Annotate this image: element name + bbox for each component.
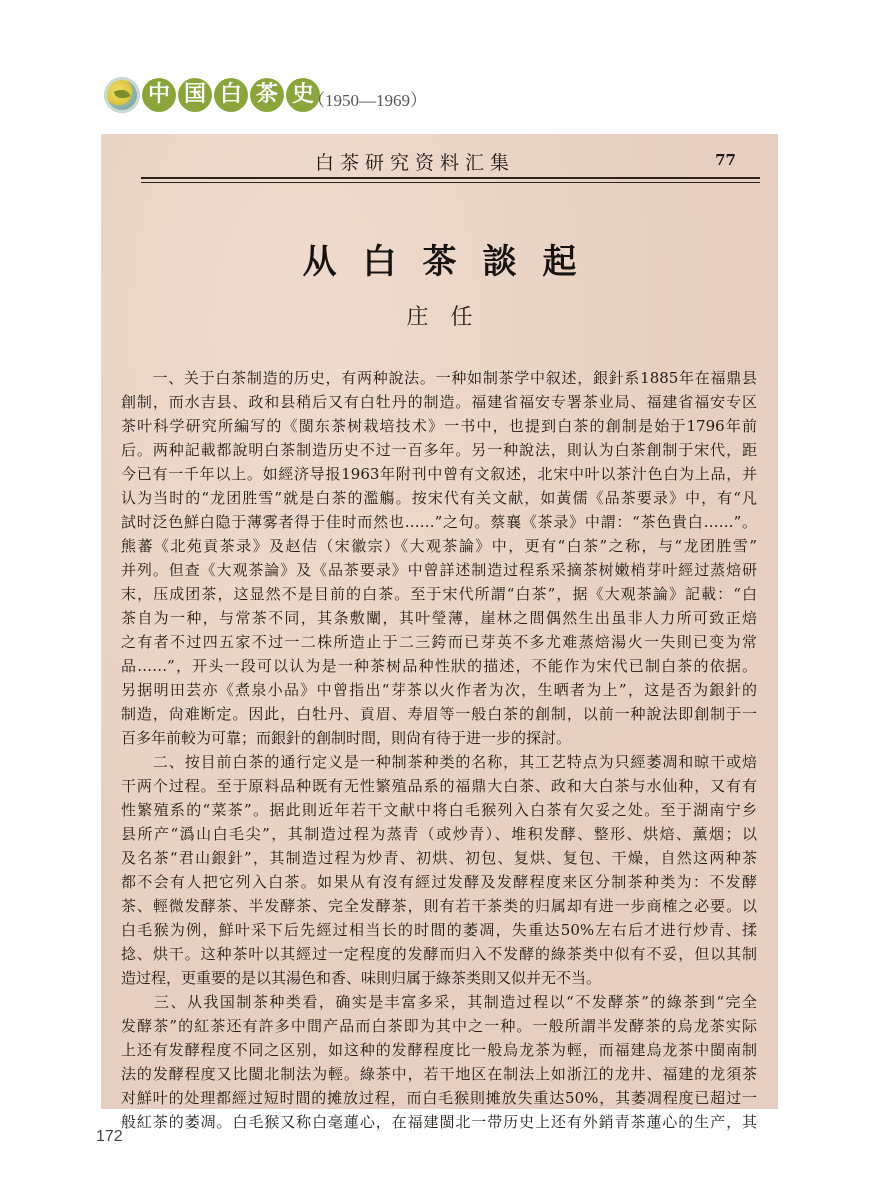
book-title-char: 茶	[250, 78, 284, 112]
book-title-char: 国	[178, 78, 212, 112]
body-line: 茶自为一种，与常茶不同，其条敷闡，其叶瑩薄，崖林之間偶然生出虽非人力所可致正焙	[121, 609, 757, 627]
book-title-char: 中	[142, 78, 176, 112]
body-line: 后。两种記載都說明白茶制造历史不过一百多年。另一种說法，則认为白茶創制于宋代，距	[121, 441, 757, 459]
body-line: 三、从我国制茶种类看，确实是丰富多采，其制造过程以“不发酵茶”的綠茶到“完全	[121, 993, 757, 1011]
body-line: 并列。但查《大观茶論》及《品茶要录》中曾詳述制造过程系采摘茶树嫩梢芽叶經过蒸焙研	[121, 561, 757, 579]
body-line: 般紅茶的萎凋。白毛猴又称白毫蓮心，在福建閩北一带历史上还有外銷青茶蓮心的生产，其	[121, 1113, 757, 1131]
book-title-years: （1950—1969）	[308, 91, 427, 110]
header-rule	[141, 177, 760, 179]
header-rule-thin	[141, 182, 760, 183]
body-line: 熊蕃《北苑貢茶录》及赵佶（宋徽宗）《大观茶論》中，更有“白茶”之称，与“龙团胜雪”	[121, 537, 757, 555]
body-line: 茶、輕微发酵茶、半发酵茶、完全发酵茶，則有若干茶类的归属却有进一步商榷之必要。以	[121, 897, 757, 915]
article-title: 从白茶談起	[302, 242, 603, 282]
body-line: 制造，尙难断定。因此，白牡丹、貢眉、寿眉等一般白茶的創制，以前一种說法即創制于一	[121, 705, 757, 723]
book-title	[142, 78, 320, 112]
body-line: 白毛猴为例，鮮叶采下后先經过相当长的时間的萎凋，失重达50%左右后才进行炒青、揉	[121, 921, 757, 939]
article-body	[121, 366, 757, 1134]
body-line: 性繁殖系的“菜茶”。据此則近年若干文献中将白毛猴列入白茶有欠妥之处。至于湖南宁乡	[121, 801, 757, 819]
book-title-char: 史	[286, 78, 320, 112]
body-line: 另据明田芸亦《煮泉小品》中曾指出“芽茶以火作者为次，生晒者为上”，这是否为銀針的	[121, 681, 757, 699]
body-line: 茶叶科学研究所編写的《閩东茶树栽培技术》一书中，也提到白茶的創制是始于1796年前	[121, 417, 757, 435]
body-line: 末，压成团茶，这显然不是目前的白茶。至于宋代所謂“白茶”，据《大观茶論》記載：“白	[121, 585, 757, 603]
body-line: 創制，而水吉县、政和县稍后又有白牡丹的制造。福建省福安专署茶业局、福建省福安专区	[121, 393, 757, 411]
body-line: 捻、烘干。这种茶叶以其經过一定程度的发酵而归入不发酵的綠茶类中似有不妥，但以其制	[121, 945, 757, 963]
body-line: 发酵茶”的紅茶还有許多中間产品而白茶即为其中之一种。一般所謂半发酵茶的烏龙茶实际	[121, 1017, 757, 1035]
body-line: 之有者不过四五家不过一二株所造止于二三銙而已芽英不多尤难蒸焙湯火一失則已变为常	[121, 633, 757, 651]
body-line: 試时泛色鮮白隐于薄雾者得于佳时而然也……”之句。蔡襄《茶录》中謂：“茶色貴白……”。	[121, 513, 757, 531]
body-line: 认为当时的“龙团胜雪”就是白茶的濫觴。按宋代有关文献，如黃儒《品茶要录》中，有“凡	[121, 489, 757, 507]
body-line: 干两个过程。至于原料品种既有无性繁殖品系的福鼎大白茶、政和大白茶与水仙种，又有有	[121, 777, 757, 795]
article-author: 庄任	[406, 305, 495, 330]
book-title-char: 白	[214, 78, 248, 112]
body-line: 都不会有人把它列入白茶。如果从有沒有經过发酵及发酵程度来区分制茶种类为：不发酵	[121, 873, 757, 891]
page-folio: 172	[96, 1128, 123, 1145]
scanned-page	[101, 134, 778, 1131]
body-line: 法的发酵程度又比閩北制法为輕。綠茶中，若干地区在制法上如浙江的龙井、福建的龙須茶	[121, 1065, 757, 1083]
body-line: 上还有发酵程度不同之区别，如这种的发酵程度比一般烏龙茶为輕，而福建烏龙茶中閩南制	[121, 1041, 757, 1059]
tea-leaf-icon	[114, 87, 131, 101]
book-logo-icon	[104, 77, 140, 113]
body-line: 今已有一千年以上。如經济导报1963年附刊中曾有文叙述，北宋中叶以茶汁色白为上品，并	[121, 465, 757, 483]
body-line: 品……”，开头一段可以认为是一种茶树品种性狀的描述，不能作为宋代已制白茶的依据。	[121, 657, 757, 675]
body-line: 一、关于白茶制造的历史，有两种說法。一种如制茶学中叙述，銀針系1885年在福鼎县	[121, 369, 757, 387]
running-head: 白茶研究资料汇集	[315, 152, 516, 174]
body-line: 造过程，更重要的是以其湯色和香、味則归属于綠茶类則又似并无不当。	[121, 969, 602, 987]
body-line: 对鮮叶的处理都經过短时間的摊放过程，而白毛猴則摊放失重达50%，其萎凋程度已超过一	[121, 1089, 757, 1107]
body-line: 县所产“潙山白毛尖”，其制造过程为蒸青（或炒青）、堆积发酵、整形、烘焙、薰烟；以	[121, 825, 757, 843]
scan-page-number: 77	[715, 151, 736, 169]
body-line: 二、按目前白茶的通行定义是一种制茶种类的名称，其工艺特点为只經萎凋和晾干或焙	[121, 753, 757, 771]
body-line: 及名茶“君山銀針”，其制造过程为炒青、初烘、初包、复烘、复包、干燥，自然这两种茶	[121, 849, 757, 867]
body-line: 百多年前較为可靠；而銀針的創制时間，則尙有待于进一步的探討。	[121, 729, 572, 747]
